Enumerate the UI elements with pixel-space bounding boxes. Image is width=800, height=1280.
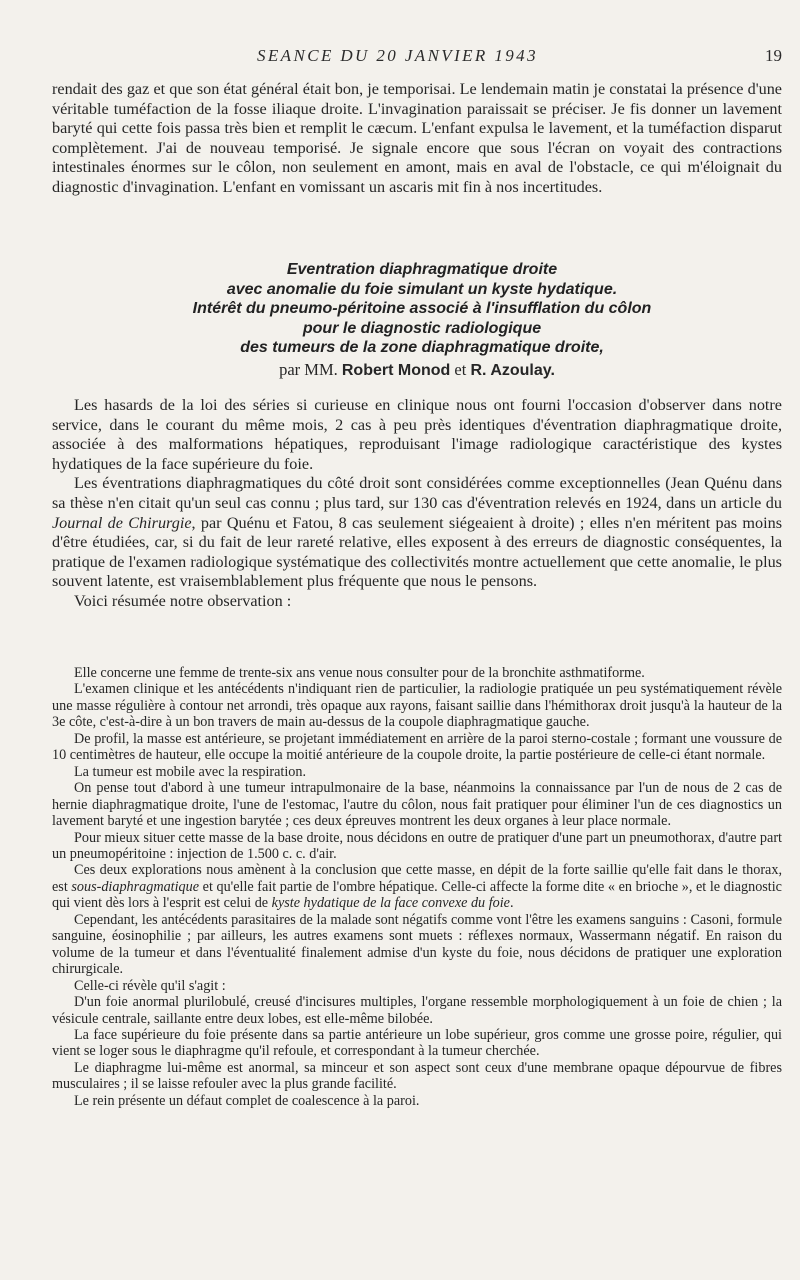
byline-conjunction: et (454, 360, 467, 379)
observation-paragraph (52, 862, 782, 911)
observation-paragraph: La face supérieure du foie présente dans sa partie antérieure un lobe supérieur, gros comme une grosse poire, régulier, qui vient se loger sous le diaphragme qu'il refoule, et correspondant à la tumeur cherchée. (52, 1026, 782, 1060)
observation-paragraph: Celle-ci révèle qu'il s'agit : (74, 977, 226, 994)
observation-paragraph: D'un foie anormal plurilobulé, creusé d'incisures multiples, l'organe ressemble morphologiquement à un foie de chien ; la vésicule centrale, saillante entre deux lobes, est elle-même bilobée. (52, 994, 782, 1027)
article-title-line: des tumeurs de la zone diaphragmatique droite, (240, 339, 604, 356)
observation-paragraph: La tumeur est mobile avec la respiration. (74, 763, 307, 780)
intro-paragraph: rendait des gaz et que son état général était bon, je temporisai. Le lendemain matin je constatai la présence d'une véritable tuméfaction de la fosse iliaque droite. L'invagination paraissait se préciser. Je fis donner un lavement baryté qui cette fois passa très bien et remplit le cæcum. L'enfant expulsa le lavement, et la tuméfaction disparut complètement. J'ai de nouveau temporisé. Je signale encore que sous l'écran on voyait des contractions intestinales énormes sur le côlon, non seulement en amont, mais en aval de l'obstacle, ce qui m'éloignait du diagnostic d'invagination. L'enfant en vomissant un ascaris mit fin à nos incertitudes. (52, 80, 782, 196)
body-paragraph (52, 474, 782, 592)
observation-paragraph: Cependant, les antécédents parasitaires de la malade sont négatifs comme vont l'être les examens sanguins : Casoni, formule sanguine, éosinophilie ; par ailleurs, les autres examens sont muets : réflexes normaux, Wassermann négatif. En raison du volume de la tumeur et dans l'éventualité finalement admise d'un kyste du foie, nous décidons de pratiquer une exploration chirurgicale. (52, 911, 782, 978)
observation-paragraph: Le rein présente un défaut complet de coalescence à la paroi. (74, 1092, 420, 1109)
body-paragraph: Les hasards de la loi des séries si curieuse en clinique nous ont fourni l'occasion d'observer dans notre service, dans le courant du même mois, 2 cas à peu près identiques d'éventration diaphragmatique droite, associée à des malformations hépatiques, reproduisant l'image radiologique caractéristique des kystes hydatiques de la face supérieure du foie. (52, 396, 782, 473)
byline (52, 360, 782, 381)
journal-title: Journal de Chirurgie (52, 513, 192, 532)
observation-paragraph: On pense tout d'abord à une tumeur intrapulmonaire de la base, néanmoins la connaissance par l'un de nous de 2 cas de hernie diaphragmatique droite, l'une de l'estomac, l'autre du côlon, nous fait pratiquer pour éliminer l'un de ces diagnostics un lavement baryté et une ingestion barytée ; ces deux épreuves montrent les deux organes à leur place normale. (52, 780, 782, 830)
body-text-span: Les éventrations diaphragmatiques du côté droit sont considérées comme exceptionnelles (Jean Quénu dans sa thèse n'en citait qu'un seul cas connu ; plus tard, sur 130 cas d'éventration relevés en 1924, dans un article du (52, 474, 782, 512)
body-text-span: , par Quénu et Fatou, 8 cas seulement siégeaient à droite) ; elles n'en méritent pas moins d'être étudiées, car, si du fait de leur rareté relative, elles exposent à des erreurs de diagnostic conséquentes, la pratique de l'examen radiologique systématique des collectivités montre actuellement que cette anomalie, le plus souvent latente, est vraisemblablement plus fréquente que nous le pensons. (52, 513, 782, 591)
journal-page (52, 40, 782, 1265)
intro-text-block (52, 80, 782, 198)
author-name: Robert Monod (341, 362, 451, 379)
running-head (52, 46, 782, 70)
article-title (112, 260, 732, 358)
observation-text-span: et qu'elle fait partie de l'ombre hépatique. Celle-ci affecte la forme dite « en brioche », et le diagnostic qui vient dès lors à l'esprit est celui de (52, 878, 782, 912)
observation-text-span: Ces deux explorations nous amènent à la conclusion que cette masse, en dépit de la forte saillie qu'elle fait dans le thorax, est (52, 862, 782, 895)
observation-paragraph: De profil, la masse est antérieure, se projetant immédiatement en arrière de la paroi sterno-costale ; formant une voussure de 10 centimètres de hauteur, elle occupe la moitié antérieure de la coupole droite, la partie postérieure de celle-ci étant normale. (52, 730, 782, 764)
observation-paragraph: Elle concerne une femme de trente-six ans venue nous consulter pour de la bronchite asthmatiforme. (74, 665, 645, 681)
article-title-line: Eventration diaphragmatique droite (286, 261, 558, 278)
italic-term: kyste hydatique de la face convexe du foie (271, 895, 510, 912)
article-title-line: Intérêt du pneumo-péritoine associé à l'insufflation du côlon (192, 300, 652, 317)
article-title-line: avec anomalie du foie simulant un kyste hydatique. (226, 280, 618, 298)
article-title-line: pour le diagnostic radiologique (302, 319, 542, 337)
running-title: SEANCE DU 20 JANVIER 1943 (257, 46, 538, 65)
observation-paragraph: L'examen clinique et les antécédents n'indiquant rien de particulier, la radiologie pratiquée un peu systématiquement révèle une masse régulière à contour net arrondi, très opaque aux rayons, faisant saillie dans l'hémithorax droit jusqu'à la hauteur de la 3e côte, c'est-à-dire à un bon travers de main au-dessus de la coupole diaphragmatique gauche. (52, 681, 782, 731)
case-observation (52, 665, 782, 1109)
body-paragraph: Voici résumée notre observation : (74, 591, 292, 610)
observation-paragraph: Le diaphragme lui-même est anormal, sa minceur et son aspect sont ceux d'une membrane opaque dépourvue de fibres musculaires ; il se laisse refouler avec la plus grande facilité. (52, 1059, 782, 1093)
observation-text-span: . (509, 895, 514, 912)
byline-prefix: par MM. (279, 360, 338, 379)
main-text-block (52, 396, 782, 612)
italic-term: sous-diaphragmatique (71, 878, 200, 895)
page-number: 19 (765, 46, 782, 65)
author-name: R. Azoulay. (470, 362, 555, 379)
observation-paragraph: Pour mieux situer cette masse de la base droite, nous décidons en outre de pratiquer d'une part un pneumothorax, d'autre part un pneumopéritoine : injection de 1.500 c. c. d'air. (52, 829, 782, 862)
